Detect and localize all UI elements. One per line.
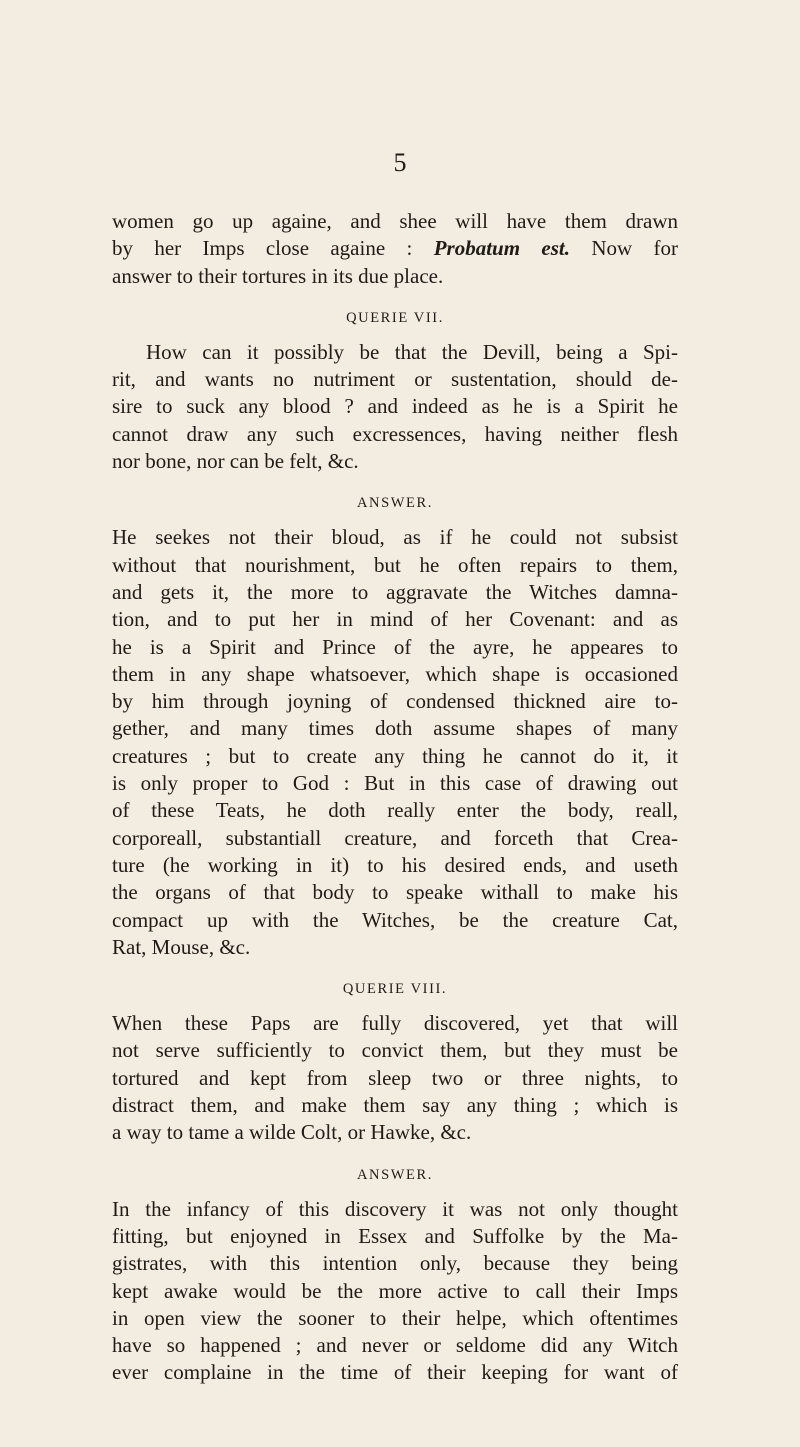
latin-phrase: Probatum est. [433, 236, 570, 261]
text-line: answer to their tortures in its due place. [112, 263, 444, 288]
text-line: the organs of that body to speake withall to make his [112, 880, 678, 905]
text-line: gistrates, with this intention only, because they being [112, 1251, 678, 1276]
text-line: is only proper to God : But in this case of drawing out [112, 771, 678, 796]
text-line: without that nourishment, but he often repairs to them, [112, 552, 678, 577]
text-line: creatures ; but to create any thing he cannot do it, it [112, 743, 678, 768]
text-line: corporeall, substantiall creature, and forceth that Crea- [112, 825, 678, 850]
text-line: compact up with the Witches, be the creature Cat, [112, 907, 678, 932]
continuation-paragraph [112, 208, 678, 1387]
text-line: When these Paps are fully discovered, yet that will [112, 1011, 678, 1036]
text-line: Rat, Mouse, &c. [112, 934, 251, 959]
text-line: fitting, but enjoyned in Essex and Suffolke by the Ma- [112, 1223, 678, 1248]
text-line: in open view the sooner to their helpe, which oftentimes [112, 1305, 678, 1330]
text-line: them in any shape whatsoever, which shape is occasioned [112, 661, 678, 686]
text-line: he is a Spirit and Prince of the ayre, he appeares to [112, 634, 678, 659]
section-heading-querie-8: QUERIE VIII. [342, 981, 448, 998]
text-line: by him through joyning of condensed thickned aire to- [112, 689, 678, 714]
text-line: He seekes not their bloud, as if he could not subsist [112, 525, 678, 550]
text-line: cannot draw any such excressences, having neither flesh [112, 421, 678, 446]
text-line: kept awake would be the more active to call their Imps [112, 1278, 678, 1303]
text-line: ever complaine in the time of their keeping for want of [112, 1360, 678, 1385]
text-segment: by her Imps close againe : [112, 236, 413, 261]
text-line: tortured and kept from sleep two or three nights, to [112, 1065, 678, 1090]
text-line: a way to tame a wilde Colt, or Hawke, &c. [112, 1120, 472, 1145]
text-line: have so happened ; and never or seldome did any Witch [112, 1333, 678, 1358]
text-line: women go up againe, and shee will have them drawn [112, 209, 678, 233]
section-heading-querie-7: QUERIE VII. [346, 309, 444, 326]
page-number: 5 [393, 148, 407, 177]
text-line: distract them, and make them say any thing ; which is [112, 1093, 678, 1118]
text-line: nor bone, nor can be felt, &c. [112, 449, 359, 474]
text-line: sire to suck any blood ? and indeed as he is a Spirit he [112, 394, 678, 419]
text-line: gether, and many times doth assume shapes of many [112, 716, 678, 741]
section-heading-answer-8: ANSWER. [356, 1166, 434, 1183]
text-line: not serve sufficiently to convict them, but they must be [112, 1038, 678, 1063]
text-line: of these Teats, he doth really enter the body, reall, [112, 798, 678, 823]
text-line: In the infancy of this discovery it was not only thought [112, 1196, 678, 1221]
text-line: tion, and to put her in mind of her Covenant: and as [112, 607, 678, 632]
text-line: and gets it, the more to aggravate the Witches damna- [112, 579, 678, 604]
text-segment: Now for [591, 236, 679, 261]
text-line [112, 235, 678, 262]
text-line: ture (he working in it) to his desired ends, and useth [112, 852, 678, 877]
text-line: rit, and wants no nutriment or sustentation, should de- [112, 367, 678, 392]
text-line: How can it possibly be that the Devill, being a Spi- [146, 339, 678, 364]
section-heading-answer-7: ANSWER. [356, 495, 434, 512]
